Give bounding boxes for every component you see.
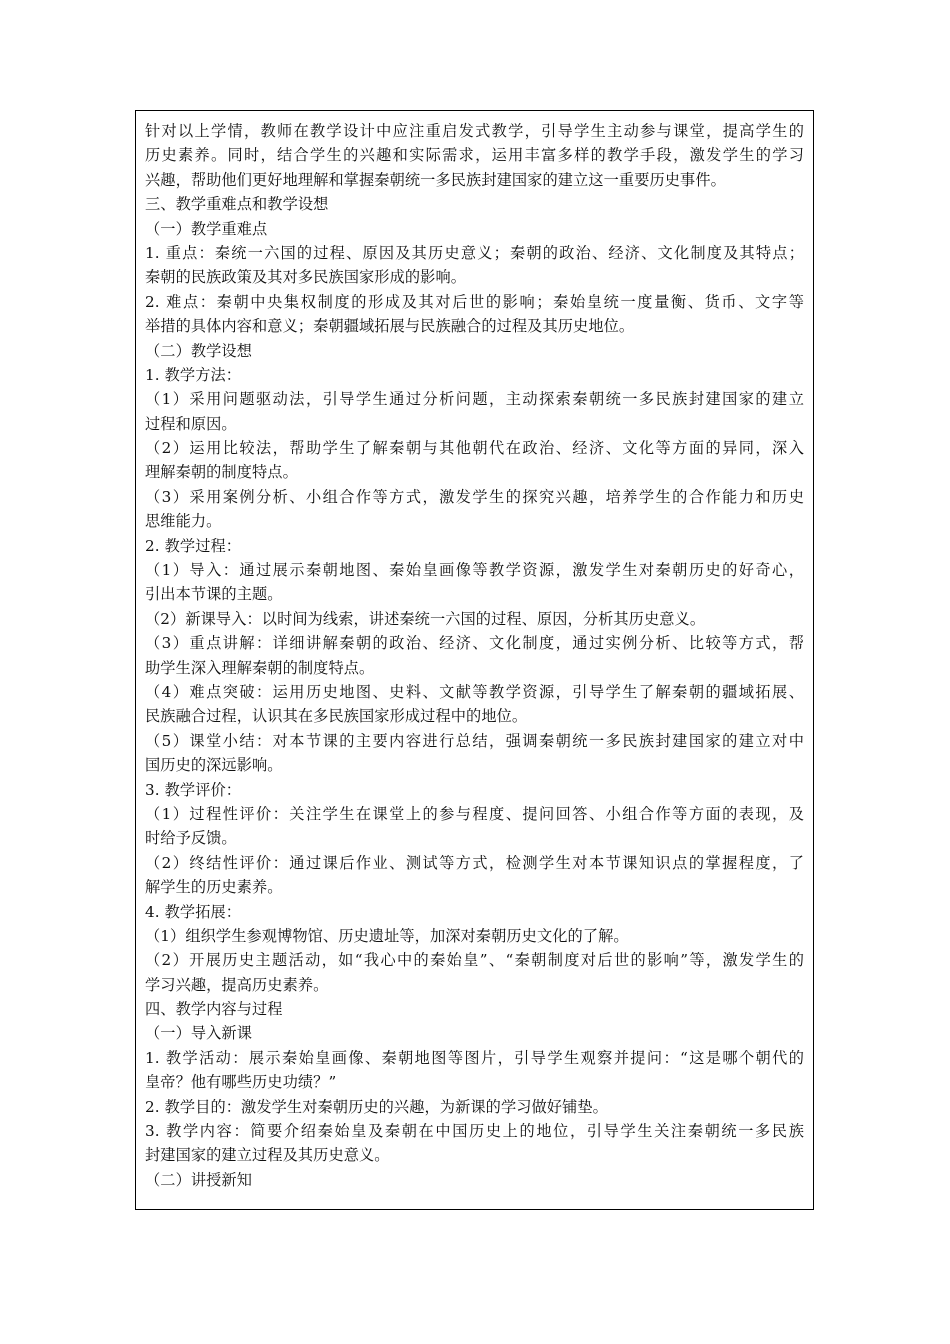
- text-line: 思维能力。: [145, 512, 222, 531]
- text-line: 3. 教学内容：简要介绍秦始皇及秦朝在中国历史上的地位，引导学生关注秦朝统一多民族: [145, 1122, 804, 1141]
- text-line: （4）难点突破：运用历史地图、史料、文献等教学资源，引导学生了解秦朝的疆域拓展、: [145, 682, 804, 701]
- text-line: （2）新课导入：以时间为线索，讲述秦统一六国的过程、原因，分析其历史意义。: [145, 609, 706, 628]
- text-line: 民族融合过程，认识其在多民族国家形成过程中的地位。: [145, 707, 528, 726]
- text-line: （2）运用比较法，帮助学生了解秦朝与其他朝代在政治、经济、文化等方面的异同，深入: [145, 439, 804, 458]
- text-line: （3）采用案例分析、小组合作等方式，激发学生的探究兴趣，培养学生的合作能力和历史: [145, 487, 804, 506]
- text-line: 1. 教学活动：展示秦始皇画像、秦朝地图等图片，引导学生观察并提问：“这是哪个朝代的: [145, 1048, 804, 1067]
- text-line: 历史素养。同时，结合学生的兴趣和实际需求，运用丰富多样的教学手段，激发学生的学习: [145, 146, 804, 165]
- text-line: 4. 教学拓展：: [145, 902, 242, 921]
- text-line: （二）教学设想: [145, 341, 253, 360]
- text-line: 学习兴趣，提高历史素养。: [145, 975, 329, 994]
- text-line: （2）开展历史主题活动，如“我心中的秦始皇”、“秦朝制度对后世的影响”等，激发学生的: [145, 951, 804, 970]
- text-line: 兴趣，帮助他们更好地理解和掌握秦朝统一多民族封建国家的建立这一重要历史事件。: [145, 170, 726, 189]
- text-line: 皇帝？他有哪些历史功绩？”: [145, 1073, 337, 1092]
- text-line: 针对以上学情，教师在教学设计中应注重启发式教学，引导学生主动参与课堂，提高学生的: [145, 122, 804, 140]
- text-line: 2. 难点：秦朝中央集权制度的形成及其对后世的影响；秦始皇统一度量衡、货币、文字等: [145, 292, 804, 311]
- text-line: （二）讲授新知: [145, 1170, 253, 1189]
- text-line: 2. 教学过程：: [145, 536, 242, 555]
- text-line: 助学生深入理解秦朝的制度特点。: [145, 658, 375, 677]
- text-line: 国历史的深远影响。: [145, 756, 283, 775]
- text-line: 3. 教学评价：: [145, 780, 242, 799]
- text-line: 时给予反馈。: [145, 829, 237, 848]
- text-line: （一）教学重难点: [145, 219, 268, 238]
- text-line: （3）重点讲解：详细讲解秦朝的政治、经济、文化制度，通过实例分析、比较等方式，帮: [145, 634, 804, 653]
- text-line: 四、教学内容与过程: [145, 1000, 283, 1019]
- document-frame: [135, 110, 814, 1210]
- text-line: （5）课堂小结：对本节课的主要内容进行总结，强调秦朝统一多民族封建国家的建立对中: [145, 731, 804, 750]
- text-line: 举措的具体内容和意义；秦朝疆域拓展与民族融合的过程及其历史地位。: [145, 317, 635, 336]
- text-line: （1）采用问题驱动法，引导学生通过分析问题，主动探索秦朝统一多民族封建国家的建立: [145, 390, 804, 409]
- text-line: 理解秦朝的制度特点。: [145, 463, 298, 482]
- text-line: 三、教学重难点和教学设想: [145, 195, 329, 214]
- text-line: （一）导入新课: [145, 1024, 253, 1043]
- text-line: （2）终结性评价：通过课后作业、测试等方式，检测学生对本节课知识点的掌握程度，了: [145, 853, 804, 872]
- text-line: 1. 重点：秦统一六国的过程、原因及其历史意义；秦朝的政治、经济、文化制度及其特点；: [145, 243, 804, 262]
- text-line: 1. 教学方法：: [145, 365, 242, 384]
- text-line: 引出本节课的主题。: [145, 585, 283, 604]
- text-line: （1）过程性评价：关注学生在课堂上的参与程度、提问回答、小组合作等方面的表现，及: [145, 804, 804, 823]
- text-line: 封建国家的建立过程及其历史意义。: [145, 1146, 390, 1165]
- text-line: 2. 教学目的：激发学生对秦朝历史的兴趣，为新课的学习做好铺垫。: [145, 1097, 608, 1116]
- text-line: 秦朝的民族政策及其对多民族国家形成的影响。: [145, 268, 467, 287]
- text-line: 解学生的历史素养。: [145, 878, 283, 897]
- text-line: （1）组织学生参观博物馆、历史遗址等，加深对秦朝历史文化的了解。: [145, 926, 629, 945]
- text-line: 过程和原因。: [145, 414, 237, 433]
- text-line: （1）导入：通过展示秦朝地图、秦始皇画像等教学资源，激发学生对秦朝历史的好奇心，: [145, 561, 804, 580]
